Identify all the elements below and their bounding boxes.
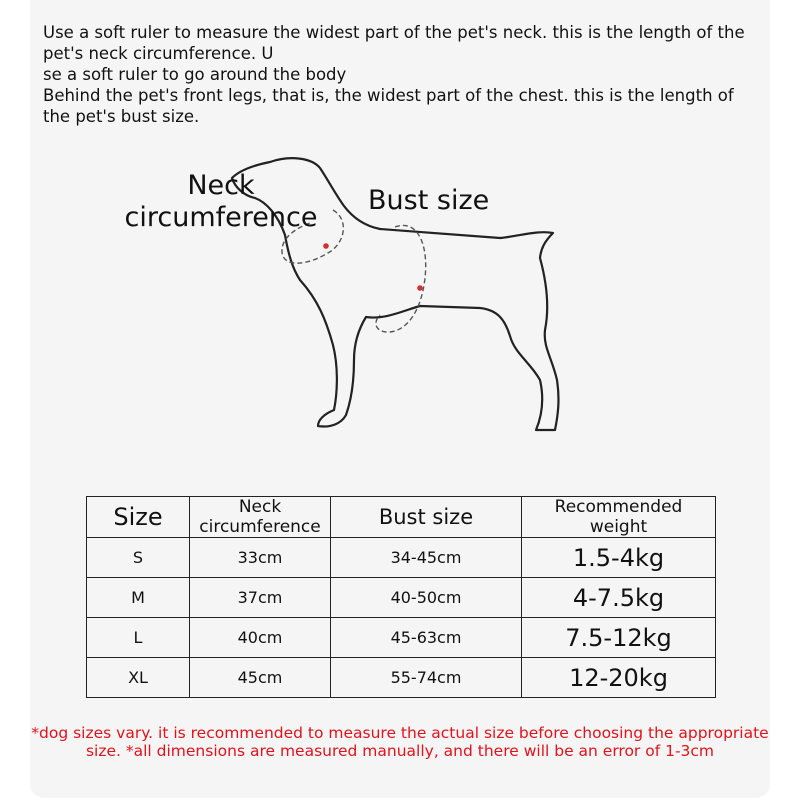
dog-measurement-diagram <box>0 140 800 440</box>
header-weight-line: Recommended <box>554 497 683 517</box>
note-line: size. *all dimensions are measured manually, and there will be an error of 1-3cm <box>85 742 715 760</box>
header-size: Size <box>87 497 190 538</box>
cell-bust: 34-45cm <box>331 538 522 578</box>
cell-neck: 45cm <box>190 658 331 698</box>
instruction-line: pet's neck circumference. U <box>43 44 274 63</box>
cell-weight: 1.5-4kg <box>522 538 716 578</box>
table-row <box>87 618 716 658</box>
cell-neck: 37cm <box>190 578 331 618</box>
neck-label-line: circumference <box>124 202 318 233</box>
size-chart-table <box>86 496 716 698</box>
cell-weight: 4-7.5kg <box>522 578 716 618</box>
instruction-line: Behind the pet's front legs, that is, the widest part of the chest. this is the length of <box>43 86 734 105</box>
table-row <box>87 538 716 578</box>
cell-bust: 45-63cm <box>331 618 522 658</box>
table-row <box>87 578 716 618</box>
header-weight-line: weight <box>589 517 648 537</box>
header-bust-size: Bust size <box>331 497 522 538</box>
cell-bust: 55-74cm <box>331 658 522 698</box>
cell-weight: 12-20kg <box>522 658 716 698</box>
measurement-instructions <box>43 22 763 127</box>
instruction-line: the pet's bust size. <box>43 107 200 126</box>
cell-size: S <box>87 538 190 578</box>
header-neck-circumference <box>190 497 331 538</box>
header-neck-line: circumference <box>199 517 321 537</box>
neck-label-line: Neck <box>187 170 255 201</box>
cell-size: XL <box>87 658 190 698</box>
table-header-row <box>87 497 716 538</box>
note-line: *dog sizes vary. it is recommended to measure the actual size before choosing the appropriate <box>31 724 769 742</box>
header-neck-line: Neck <box>238 497 282 517</box>
sizing-disclaimer-note <box>20 724 780 760</box>
cell-size: M <box>87 578 190 618</box>
cell-weight: 7.5-12kg <box>522 618 716 658</box>
cell-bust: 40-50cm <box>331 578 522 618</box>
header-recommended-weight <box>522 497 716 538</box>
cell-size: L <box>87 618 190 658</box>
instruction-line: Use a soft ruler to measure the widest part of the pet's neck. this is the length of the <box>43 23 745 42</box>
neck-circumference-label <box>116 170 326 234</box>
table-row <box>87 658 716 698</box>
instruction-line: se a soft ruler to go around the body <box>43 65 347 84</box>
cell-neck: 40cm <box>190 618 331 658</box>
neck-marker-dot <box>323 243 329 249</box>
bust-size-label: Bust size <box>368 185 490 216</box>
cell-neck: 33cm <box>190 538 331 578</box>
bust-marker-dot <box>417 285 423 291</box>
